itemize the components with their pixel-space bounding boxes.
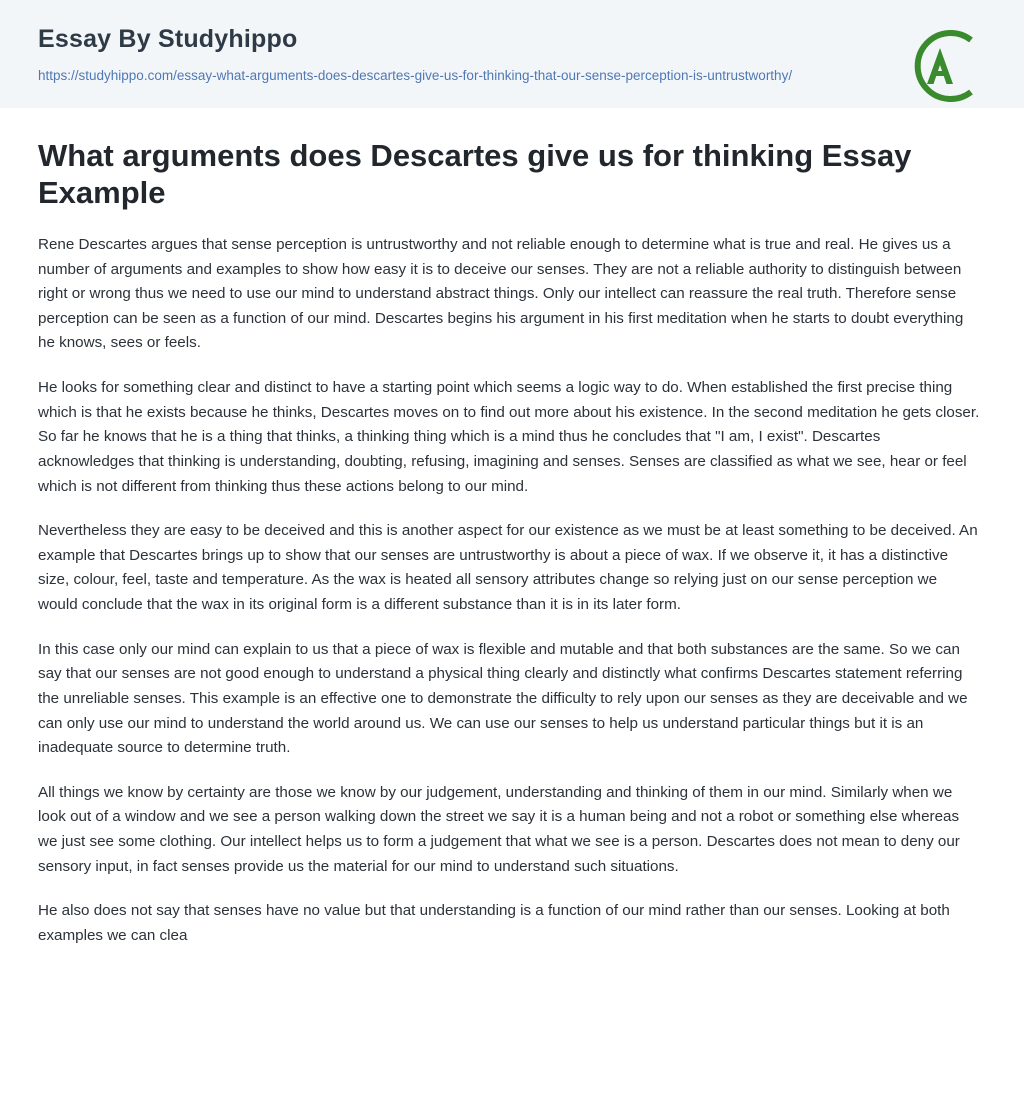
page-title: What arguments does Descartes give us for thinking Essay Example [38,138,912,210]
paragraph: He also does not say that senses have no value but that understanding is a function of our mind rather than our senses. Looking at both examples we can clea [38,902,950,944]
paragraph: He looks for something clear and distinct to have a starting point which seems a logic way to do. When established the first precise thing which is that he exists because he thinks, Descartes moves on to find out more about his existence. In the second meditation he gets closer. So far he knows that he is a thing that thinks, a thinking thing which is a mind thus he concludes that "I am, I exist". Descartes acknowledges that thinking is understanding, doubting, refusing, imagining and senses. Senses are classified as what we see, hear or feel which is not different from thinking thus these actions belong to our mind. [38,379,980,495]
essay-body [38,233,980,949]
page-header [0,0,1024,108]
paragraph: All things we know by certainty are those we know by our judgement, understanding and thinking of them in our mind. Similarly when we look out of a window and we see a person walking down the street we say it is a human being and not a robot or something else whereas we just see some clothing. Our intellect helps us to form a judgement that what we see is a person. Descartes does not mean to deny our sensory input, in fact senses provide us the material for our mind to understand such situations. [38,783,960,875]
studyhippo-logo-icon [900,26,980,106]
paragraph: In this case only our mind can explain to us that a piece of wax is flexible and mutable and that both substances are the same. So we can say that our senses are not good enough to understand a physical thing clearly and distinctly what confirms Descartes statement referring the unreliable senses. This example is an effective one to demonstrate the difficulty to rely upon our senses as they are deceivable and we can only use our mind to understand the world around us. We can use our senses to help us understand particular things but it is an inadequate source to determine truth. [38,640,968,757]
document-content [0,108,1024,988]
source-url-link[interactable]: https://studyhippo.com/essay-what-arguments-does-descartes-give-us-for-thinking-that-our-sense-perception-is-untrustworthy/ [38,67,793,83]
site-title: Essay By Studyhippo [38,25,298,53]
paragraph: Rene Descartes argues that sense perception is untrustworthy and not reliable enough to determine what is true and real. He gives us a number of arguments and examples to show how easy it is to deceive our senses. They are not a reliable authority to distinguish between right or wrong thus we need to use our mind to understand abstract things. Only our intellect can reassure the real truth. Therefore sense perception can be seen as a function of our mind. Descartes begins his argument in his first meditation when he starts to doubt everything he knows, sees or feels. [38,235,964,352]
paragraph: Nevertheless they are easy to be deceived and this is another aspect for our existence as we must be at least something to be deceived. An example that Descartes brings up to show that our senses are untrustworthy is about a piece of wax. If we observe it, it has a distinctive size, colour, feel, taste and temperature. As the wax is heated all sensory attributes change so relying just on our sense perception we would conclude that the wax in its original form is a different substance than it is in its later form. [38,522,978,614]
